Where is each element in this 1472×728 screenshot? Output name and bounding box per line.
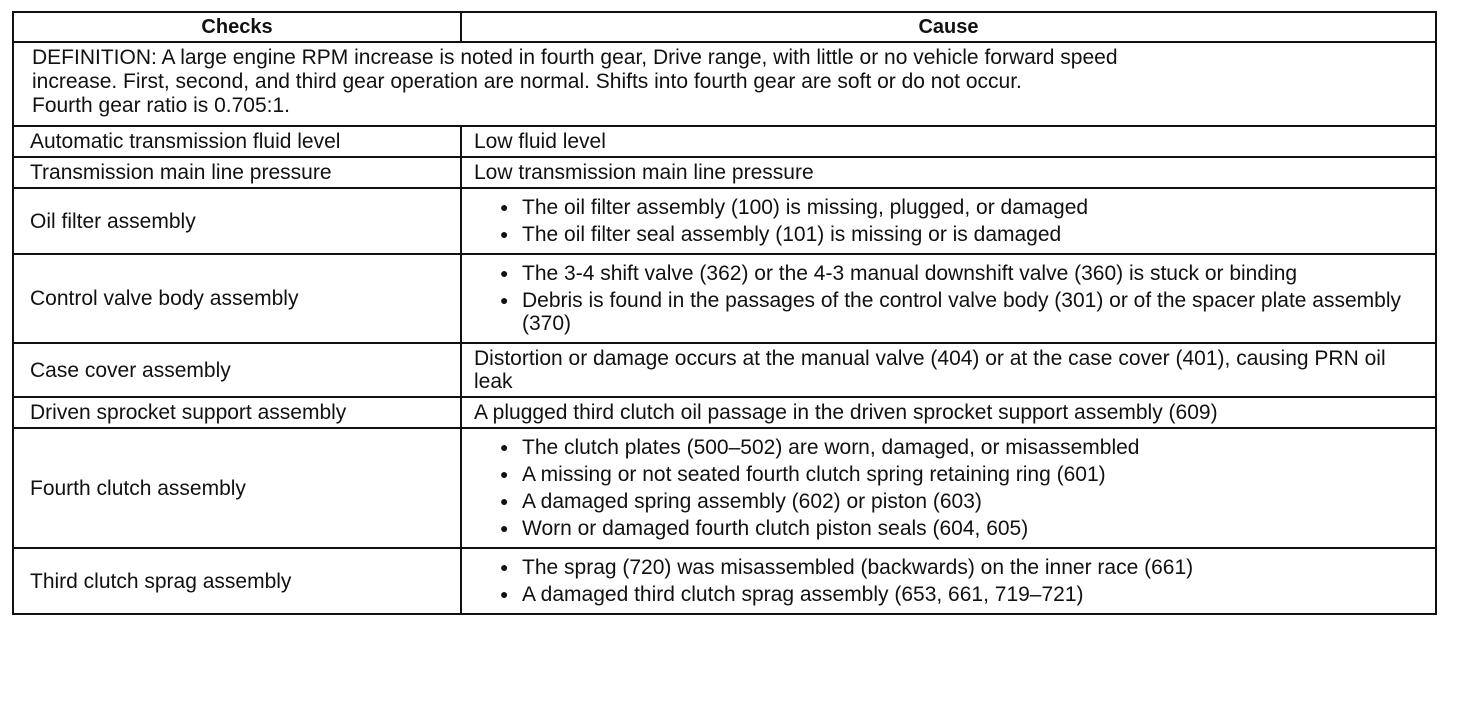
- header-checks: Checks: [13, 12, 461, 42]
- cause-bullet-item: [474, 517, 1423, 540]
- cause-bullet-text: A missing or not seated fourth clutch spring retaining ring (601): [522, 463, 1106, 486]
- cause-bullet-text: Debris is found in the passages of the control valve body (301) or of the spacer plate assembly (370): [522, 289, 1401, 335]
- bullet-icon: ●: [500, 292, 509, 308]
- bullet-icon: ●: [500, 199, 509, 215]
- check-cell: Control valve body assembly: [13, 254, 461, 343]
- definition-row: [13, 42, 1436, 126]
- table-row: [13, 188, 1436, 254]
- cause-bullet-text: The sprag (720) was misassembled (backwards) on the inner race (661): [522, 556, 1194, 579]
- header-cause: Cause: [461, 12, 1436, 42]
- cause-bullet-item: [474, 490, 1423, 513]
- cause-bullet-text: The 3-4 shift valve (362) or the 4-3 manual downshift valve (360) is stuck or binding: [522, 262, 1298, 285]
- cause-cell: [461, 157, 1436, 188]
- cause-text: Low transmission main line pressure: [474, 161, 814, 184]
- header-row: [13, 12, 1436, 42]
- bullet-icon: ●: [500, 265, 509, 281]
- cause-bullet-text: A damaged third clutch sprag assembly (653, 661, 719–721): [522, 583, 1084, 606]
- bullet-icon: ●: [500, 586, 509, 602]
- definition-line: DEFINITION: A large engine RPM increase is noted in fourth gear, Drive range, with little or no vehicle forward speed: [32, 46, 1118, 69]
- bullet-icon: ●: [500, 466, 509, 482]
- diagnostic-table-container: [12, 11, 1435, 615]
- bullet-icon: ●: [500, 226, 509, 242]
- cause-bullet-item: [474, 223, 1423, 246]
- check-cell: Case cover assembly: [13, 343, 461, 397]
- check-cell: Automatic transmission fluid level: [13, 126, 461, 157]
- definition-cell: [13, 42, 1436, 126]
- table-row: [13, 254, 1436, 343]
- cause-bullet-list: [474, 196, 1423, 246]
- cause-bullet-text: A damaged spring assembly (602) or piston (603): [522, 490, 982, 513]
- table-row: [13, 343, 1436, 397]
- check-cell: Transmission main line pressure: [13, 157, 461, 188]
- cause-cell: [461, 343, 1436, 397]
- bullet-icon: ●: [500, 520, 509, 536]
- bullet-icon: ●: [500, 439, 509, 455]
- cause-cell: [461, 188, 1436, 254]
- table-row: [13, 548, 1436, 614]
- cause-text: Distortion or damage occurs at the manual valve (404) or at the case cover (401), causing PRN oil leak: [474, 347, 1386, 393]
- check-cell: Fourth clutch assembly: [13, 428, 461, 548]
- cause-bullet-text: The oil filter seal assembly (101) is missing or is damaged: [522, 223, 1062, 246]
- cause-bullet-item: [474, 289, 1423, 335]
- definition-line: Fourth gear ratio is 0.705:1.: [32, 94, 290, 117]
- table-row: [13, 126, 1436, 157]
- cause-text: Low fluid level: [474, 130, 606, 153]
- cause-cell: [461, 397, 1436, 428]
- cause-bullet-list: [474, 436, 1423, 540]
- cause-bullet-list: [474, 556, 1423, 606]
- cause-bullet-item: [474, 262, 1423, 285]
- cause-cell: [461, 428, 1436, 548]
- definition-line: increase. First, second, and third gear operation are normal. Shifts into fourth gear are soft or do not occur.: [32, 70, 1022, 93]
- cause-text: A plugged third clutch oil passage in the driven sprocket support assembly (609): [474, 401, 1218, 424]
- cause-bullet-text: The oil filter assembly (100) is missing, plugged, or damaged: [522, 196, 1089, 219]
- table-row: [13, 157, 1436, 188]
- cause-bullet-item: [474, 583, 1423, 606]
- table-row: [13, 428, 1436, 548]
- check-cell: Driven sprocket support assembly: [13, 397, 461, 428]
- cause-cell: [461, 548, 1436, 614]
- cause-bullet-list: [474, 262, 1423, 335]
- cause-bullet-item: [474, 463, 1423, 486]
- bullet-icon: ●: [500, 559, 509, 575]
- check-cell: Third clutch sprag assembly: [13, 548, 461, 614]
- cause-bullet-item: [474, 196, 1423, 219]
- cause-bullet-text: Worn or damaged fourth clutch piston seals (604, 605): [522, 517, 1029, 540]
- cause-cell: [461, 254, 1436, 343]
- cause-bullet-item: [474, 556, 1423, 579]
- cause-bullet-text: The clutch plates (500–502) are worn, damaged, or misassembled: [522, 436, 1140, 459]
- diagnostic-table: [12, 11, 1437, 615]
- check-cell: Oil filter assembly: [13, 188, 461, 254]
- table-row: [13, 397, 1436, 428]
- cause-cell: [461, 126, 1436, 157]
- bullet-icon: ●: [500, 493, 509, 509]
- cause-bullet-item: [474, 436, 1423, 459]
